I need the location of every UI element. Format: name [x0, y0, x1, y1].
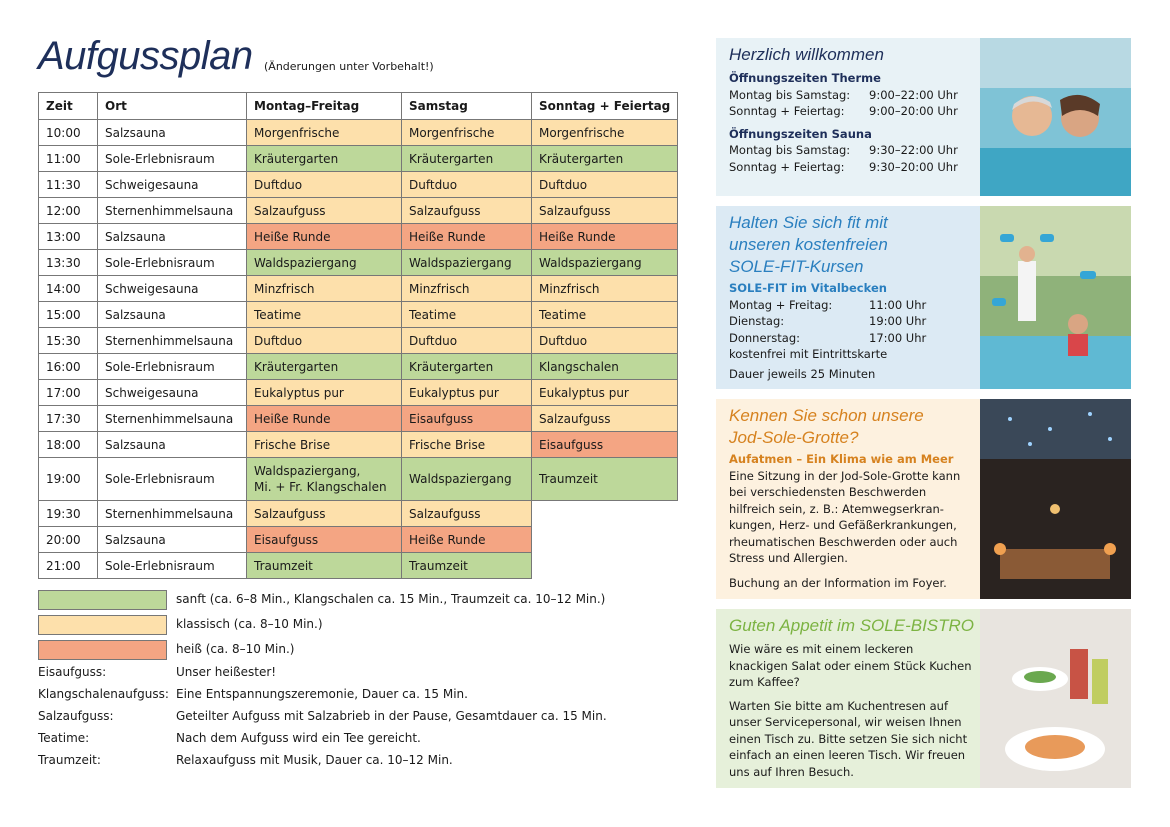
hours-value: 9:30–22:00 Uhr: [869, 143, 958, 157]
cell-sa: Duftduo: [402, 328, 532, 354]
cell-mofr: [247, 458, 402, 501]
cell-sa: Duftduo: [402, 172, 532, 198]
cell-place: Schweigesauna: [98, 276, 247, 302]
cell-mofr: Salzaufguss: [247, 198, 402, 224]
cell-empty: [532, 553, 678, 579]
salt-grotto-photo: [980, 399, 1131, 599]
course-time: 11:00 Uhr: [869, 297, 927, 312]
definition-term: Klangschalenaufguss:: [38, 687, 169, 701]
cell-time: 15:30: [39, 328, 98, 354]
table-row: [39, 198, 678, 224]
hours-label: Montag bis Samstag:: [729, 87, 851, 102]
definition-term: Salzaufguss:: [38, 709, 114, 723]
course-day: Donnerstag:: [729, 330, 800, 345]
cell-place: Sternenhimmelsauna: [98, 501, 247, 527]
table-row: [39, 354, 678, 380]
cell-place: Sternenhimmelsauna: [98, 328, 247, 354]
cell-sa: Kräutergarten: [402, 354, 532, 380]
header-zeit: Zeit: [39, 93, 98, 120]
cell-time: 19:30: [39, 501, 98, 527]
definition-term: Traumzeit:: [38, 753, 101, 767]
panel-bistro-heading: Guten Appetit im SOLE-BISTRO: [729, 616, 975, 635]
panel-fit-note2: Dauer jeweils 25 Minuten: [729, 366, 876, 381]
table-row: [39, 172, 678, 198]
panel-bistro-body2: Warten Sie bitte am Kuchentresen auf unser Servicepersonal, wir weisen Ihnen einen Tisch zu. Bitte setzen Sie sich nicht einfach an einen leeren Tisch. Wir freuen uns auf Ihren Besuch.: [729, 698, 968, 779]
header-montag-freitag: Montag–Freitag: [247, 93, 402, 120]
table-row: [39, 380, 678, 406]
cell-place: Salzsauna: [98, 432, 247, 458]
header-ort: Ort: [98, 93, 247, 120]
cell-place: Sole-Erlebnisraum: [98, 146, 247, 172]
cell-mofr: Kräutergarten: [247, 354, 402, 380]
cell-mofr: Eukalyptus pur: [247, 380, 402, 406]
panel-grotte-booking: Buchung an der Information im Foyer.: [729, 575, 947, 590]
cell-so: Duftduo: [532, 328, 678, 354]
cell-place: Salzsauna: [98, 120, 247, 146]
hours-value: 9:00–20:00 Uhr: [869, 104, 958, 118]
header-samstag: Samstag: [402, 93, 532, 120]
cell-sa: Waldspaziergang: [402, 458, 532, 501]
table-header-row: [39, 93, 678, 120]
legend-swatch-heiss: [38, 640, 167, 660]
header-sonntag-feiertag: Sonntag + Feiertag: [532, 93, 678, 120]
legend-klassisch: klassisch (ca. 8–10 Min.): [176, 617, 323, 631]
cell-so: Teatime: [532, 302, 678, 328]
hours-row: [729, 103, 974, 120]
cell-sa: Heiße Runde: [402, 527, 532, 553]
cell-time: 13:30: [39, 250, 98, 276]
hours-row: [729, 142, 974, 159]
table-row: [39, 224, 678, 250]
cell-time: 17:00: [39, 380, 98, 406]
cell-time: 11:00: [39, 146, 98, 172]
definition-text: Nach dem Aufguss wird ein Tee gereicht.: [176, 731, 421, 745]
pool-couple-photo: [980, 38, 1131, 196]
cell-sa: Traumzeit: [402, 553, 532, 579]
panel-sole-fit: [716, 206, 1131, 389]
cell-place: Schweigesauna: [98, 380, 247, 406]
page-title: Aufgussplan: [38, 34, 253, 78]
legend-sanft: sanft (ca. 6–8 Min., Klangschalen ca. 15 Min., Traumzeit ca. 10–12 Min.): [176, 592, 606, 606]
course-day: Dienstag:: [729, 314, 785, 328]
definition-term: Teatime:: [38, 731, 90, 745]
table-row: [39, 120, 678, 146]
table-row: [39, 302, 678, 328]
legend-heiss: heiß (ca. 8–10 Min.): [176, 642, 295, 656]
definition-text: Eine Entspannungszeremonie, Dauer ca. 15 Min.: [176, 687, 468, 701]
course-row: [729, 330, 974, 347]
cell-so: Duftduo: [532, 172, 678, 198]
panel-grotte-subtitle: Aufatmen – Ein Klima wie am Meer: [729, 452, 954, 466]
panel-fit-heading-line3: SOLE-FIT-Kursen: [729, 257, 864, 276]
aqua-fitness-photo: [980, 206, 1131, 389]
cell-time: 15:00: [39, 302, 98, 328]
cell-so: Salzaufguss: [532, 406, 678, 432]
cell-sa: Frische Brise: [402, 432, 532, 458]
table-row: [39, 527, 678, 553]
cell-place: Sternenhimmelsauna: [98, 406, 247, 432]
cell-mofr: Eisaufguss: [247, 527, 402, 553]
cell-so: Traumzeit: [532, 458, 678, 501]
cell-time: 12:00: [39, 198, 98, 224]
cell-so: Heiße Runde: [532, 224, 678, 250]
cell-time: 14:00: [39, 276, 98, 302]
page-subtitle: (Änderungen unter Vorbehalt!): [264, 60, 434, 73]
cell-time: 13:00: [39, 224, 98, 250]
cell-mofr: Duftduo: [247, 172, 402, 198]
cell-mofr: Salzaufguss: [247, 501, 402, 527]
cell-so: Kräutergarten: [532, 146, 678, 172]
course-day: Montag + Freitag:: [729, 297, 833, 312]
cell-mofr: Morgenfrische: [247, 120, 402, 146]
course-time: 17:00 Uhr: [869, 330, 927, 345]
cell-mofr: Waldspaziergang: [247, 250, 402, 276]
cell-mofr: Heiße Runde: [247, 406, 402, 432]
table-row: [39, 146, 678, 172]
panel-bistro: [716, 609, 1131, 788]
definition-text: Unser heißester!: [176, 665, 277, 679]
cell-place: Sole-Erlebnisraum: [98, 458, 247, 501]
cell-sa: Eisaufguss: [402, 406, 532, 432]
panel-bistro-body1: Wie wäre es mit einem leckeren knackigen Salat oder einem Stück Kuchen zum Kaffee?: [729, 642, 972, 689]
cell-sa: Heiße Runde: [402, 224, 532, 250]
cell-time: 10:00: [39, 120, 98, 146]
cell-place: Schweigesauna: [98, 172, 247, 198]
table-row: [39, 432, 678, 458]
cell-so: Eukalyptus pur: [532, 380, 678, 406]
cell-sa: Eukalyptus pur: [402, 380, 532, 406]
table-row: [39, 328, 678, 354]
schedule-table: [38, 92, 678, 579]
cell-place: Salzsauna: [98, 527, 247, 553]
cell-place: Sole-Erlebnisraum: [98, 553, 247, 579]
panel-welcome: [716, 38, 1131, 196]
cell-time: 21:00: [39, 553, 98, 579]
cell-sa: Minzfrisch: [402, 276, 532, 302]
cell-mofr-line2: Mi. + Fr. Klangschalen: [254, 480, 387, 494]
panel-fit-subtitle: SOLE-FIT im Vitalbecken: [729, 281, 887, 295]
cell-sa: Teatime: [402, 302, 532, 328]
panel-grotte: [716, 399, 1131, 599]
legend-swatch-klassisch: [38, 615, 167, 635]
hours-label: Sonntag + Feiertag:: [729, 159, 845, 174]
table-row: [39, 553, 678, 579]
cell-mofr: Teatime: [247, 302, 402, 328]
hours-value: 9:00–22:00 Uhr: [869, 87, 958, 102]
cell-so: Waldspaziergang: [532, 250, 678, 276]
hours-label: Montag bis Samstag:: [729, 143, 851, 157]
hours-row: [729, 159, 974, 176]
panel-fit-heading-line1: Halten Sie sich fit mit: [729, 213, 888, 232]
cell-time: 19:00: [39, 458, 98, 501]
cell-time: 16:00: [39, 354, 98, 380]
cell-time: 20:00: [39, 527, 98, 553]
panel-grotte-heading-line2: Jod-Sole-Grotte?: [729, 428, 859, 447]
cell-mofr: Kräutergarten: [247, 146, 402, 172]
cell-empty: [532, 501, 678, 527]
definition-term: Eisaufguss:: [38, 665, 107, 679]
cell-mofr: Minzfrisch: [247, 276, 402, 302]
cell-so: Eisaufguss: [532, 432, 678, 458]
cell-mofr-line1: Waldspaziergang,: [254, 464, 361, 478]
cell-place: Sole-Erlebnisraum: [98, 250, 247, 276]
definition-text: Relaxaufguss mit Musik, Dauer ca. 10–12 Min.: [176, 753, 453, 767]
cell-place: Sole-Erlebnisraum: [98, 354, 247, 380]
cell-mofr: Frische Brise: [247, 432, 402, 458]
table-row: [39, 250, 678, 276]
panel-grotte-heading-line1: Kennen Sie schon unsere: [729, 406, 924, 425]
therme-hours-title: Öffnungszeiten Therme: [729, 71, 881, 85]
table-row: [39, 406, 678, 432]
panel-fit-note1: kostenfrei mit Eintrittskarte: [729, 347, 888, 361]
cell-sa: Salzaufguss: [402, 501, 532, 527]
cell-sa: Morgenfrische: [402, 120, 532, 146]
cell-place: Sternenhimmelsauna: [98, 198, 247, 224]
course-row: [729, 297, 974, 314]
bistro-food-photo: [980, 609, 1131, 788]
table-row: [39, 458, 678, 501]
cell-sa: Salzaufguss: [402, 198, 532, 224]
sauna-hours-title: Öffnungszeiten Sauna: [729, 126, 872, 141]
hours-label: Sonntag + Feiertag:: [729, 104, 845, 118]
cell-time: 18:00: [39, 432, 98, 458]
legend-swatch-sanft: [38, 590, 167, 610]
cell-place: Salzsauna: [98, 302, 247, 328]
hours-value: 9:30–20:00 Uhr: [869, 159, 958, 174]
cell-sa: Kräutergarten: [402, 146, 532, 172]
table-row: [39, 501, 678, 527]
cell-mofr: Duftduo: [247, 328, 402, 354]
panel-grotte-body: Eine Sitzung in der Jod-Sole-Grotte kann bei verschiedensten Beschwerden hilfreich sein, z. B.: Atemwegserkrankungen, Herz- und Gefäßerkrankungen, rheumatischen Beschwerden oder auch Stress und Allergien.: [729, 468, 961, 565]
cell-empty: [532, 527, 678, 553]
cell-time: 11:30: [39, 172, 98, 198]
panel-fit-heading: [729, 212, 974, 278]
panel-fit-heading-line2: unseren kostenfreien: [729, 235, 888, 254]
cell-sa: Waldspaziergang: [402, 250, 532, 276]
table-row: [39, 276, 678, 302]
cell-time: 17:30: [39, 406, 98, 432]
definition-text: Geteilter Aufguss mit Salzabrieb in der Pause, Gesamtdauer ca. 15 Min.: [176, 709, 607, 723]
cell-so: Morgenfrische: [532, 120, 678, 146]
cell-place: Salzsauna: [98, 224, 247, 250]
cell-mofr: Traumzeit: [247, 553, 402, 579]
course-row: [729, 313, 974, 330]
hours-row: [729, 87, 974, 104]
cell-mofr: Heiße Runde: [247, 224, 402, 250]
cell-so: Minzfrisch: [532, 276, 678, 302]
panel-welcome-heading: Herzlich willkommen: [729, 45, 884, 64]
panel-grotte-heading: [729, 405, 969, 449]
course-time: 19:00 Uhr: [869, 314, 927, 328]
cell-so: Salzaufguss: [532, 198, 678, 224]
cell-so: Klangschalen: [532, 354, 678, 380]
